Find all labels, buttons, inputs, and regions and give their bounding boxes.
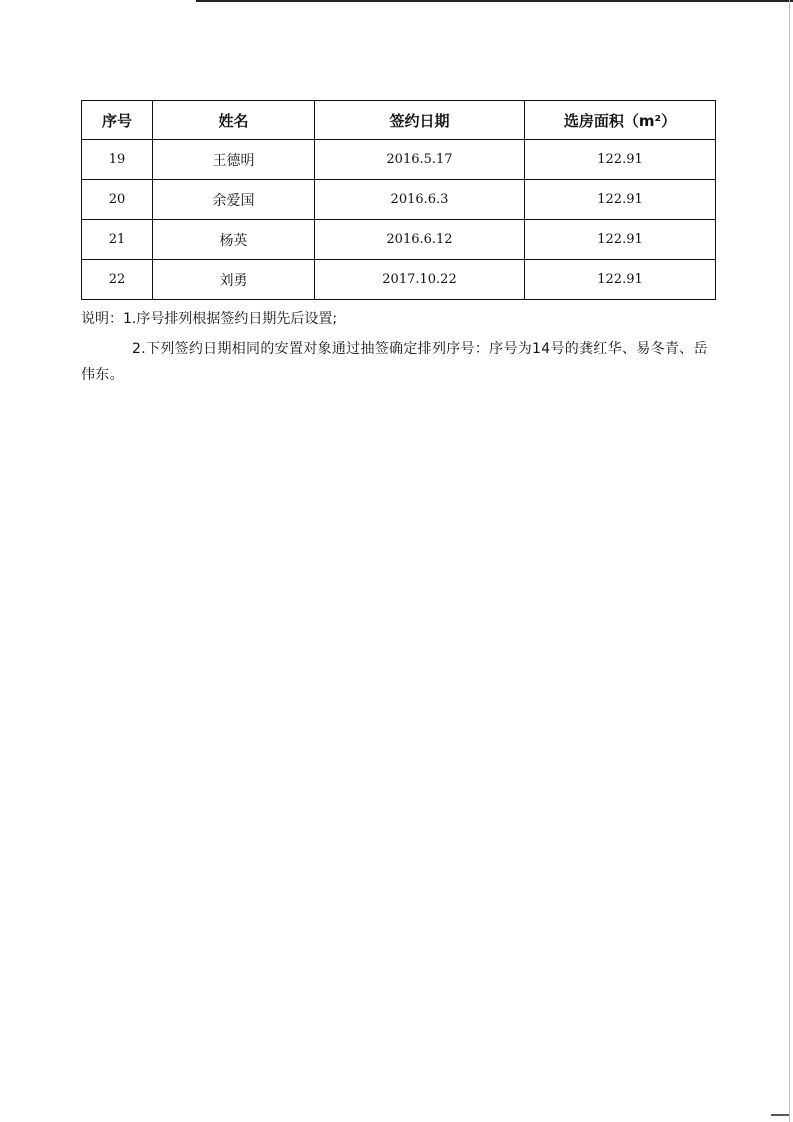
scan-edge-right [789,0,790,1122]
cell-area: 122.91 [525,220,716,260]
table-row [82,220,716,260]
notes-section [81,306,721,388]
cell-area: 122.91 [525,260,716,300]
cell-seq: 19 [82,140,153,180]
cell-seq: 22 [82,260,153,300]
scan-mark-right [771,1114,789,1116]
note-line-1: 说明：1.序号排列根据签约日期先后设置; [81,311,338,327]
note-line-2: 2.下列签约日期相同的安置对象通过抽签确定排列序号：序号为14号的龚红华、易冬青、岳伟东。 [81,341,708,383]
scan-edge-top [196,0,793,2]
resettlement-table [81,100,716,300]
table-header-row [82,101,716,140]
header-date: 签约日期 [315,101,525,140]
header-name: 姓名 [153,101,315,140]
header-seq: 序号 [82,101,153,140]
cell-name: 刘勇 [153,260,315,300]
cell-name: 王德明 [153,140,315,180]
cell-date: 2016.6.12 [315,220,525,260]
header-area: 选房面积（m²） [525,101,716,140]
cell-area: 122.91 [525,140,716,180]
cell-date: 2016.6.3 [315,180,525,220]
table-row [82,180,716,220]
cell-date: 2017.10.22 [315,260,525,300]
table-row [82,140,716,180]
cell-date: 2016.5.17 [315,140,525,180]
cell-seq: 21 [82,220,153,260]
cell-seq: 20 [82,180,153,220]
cell-name: 杨英 [153,220,315,260]
table-row [82,260,716,300]
cell-name: 余爱国 [153,180,315,220]
cell-area: 122.91 [525,180,716,220]
